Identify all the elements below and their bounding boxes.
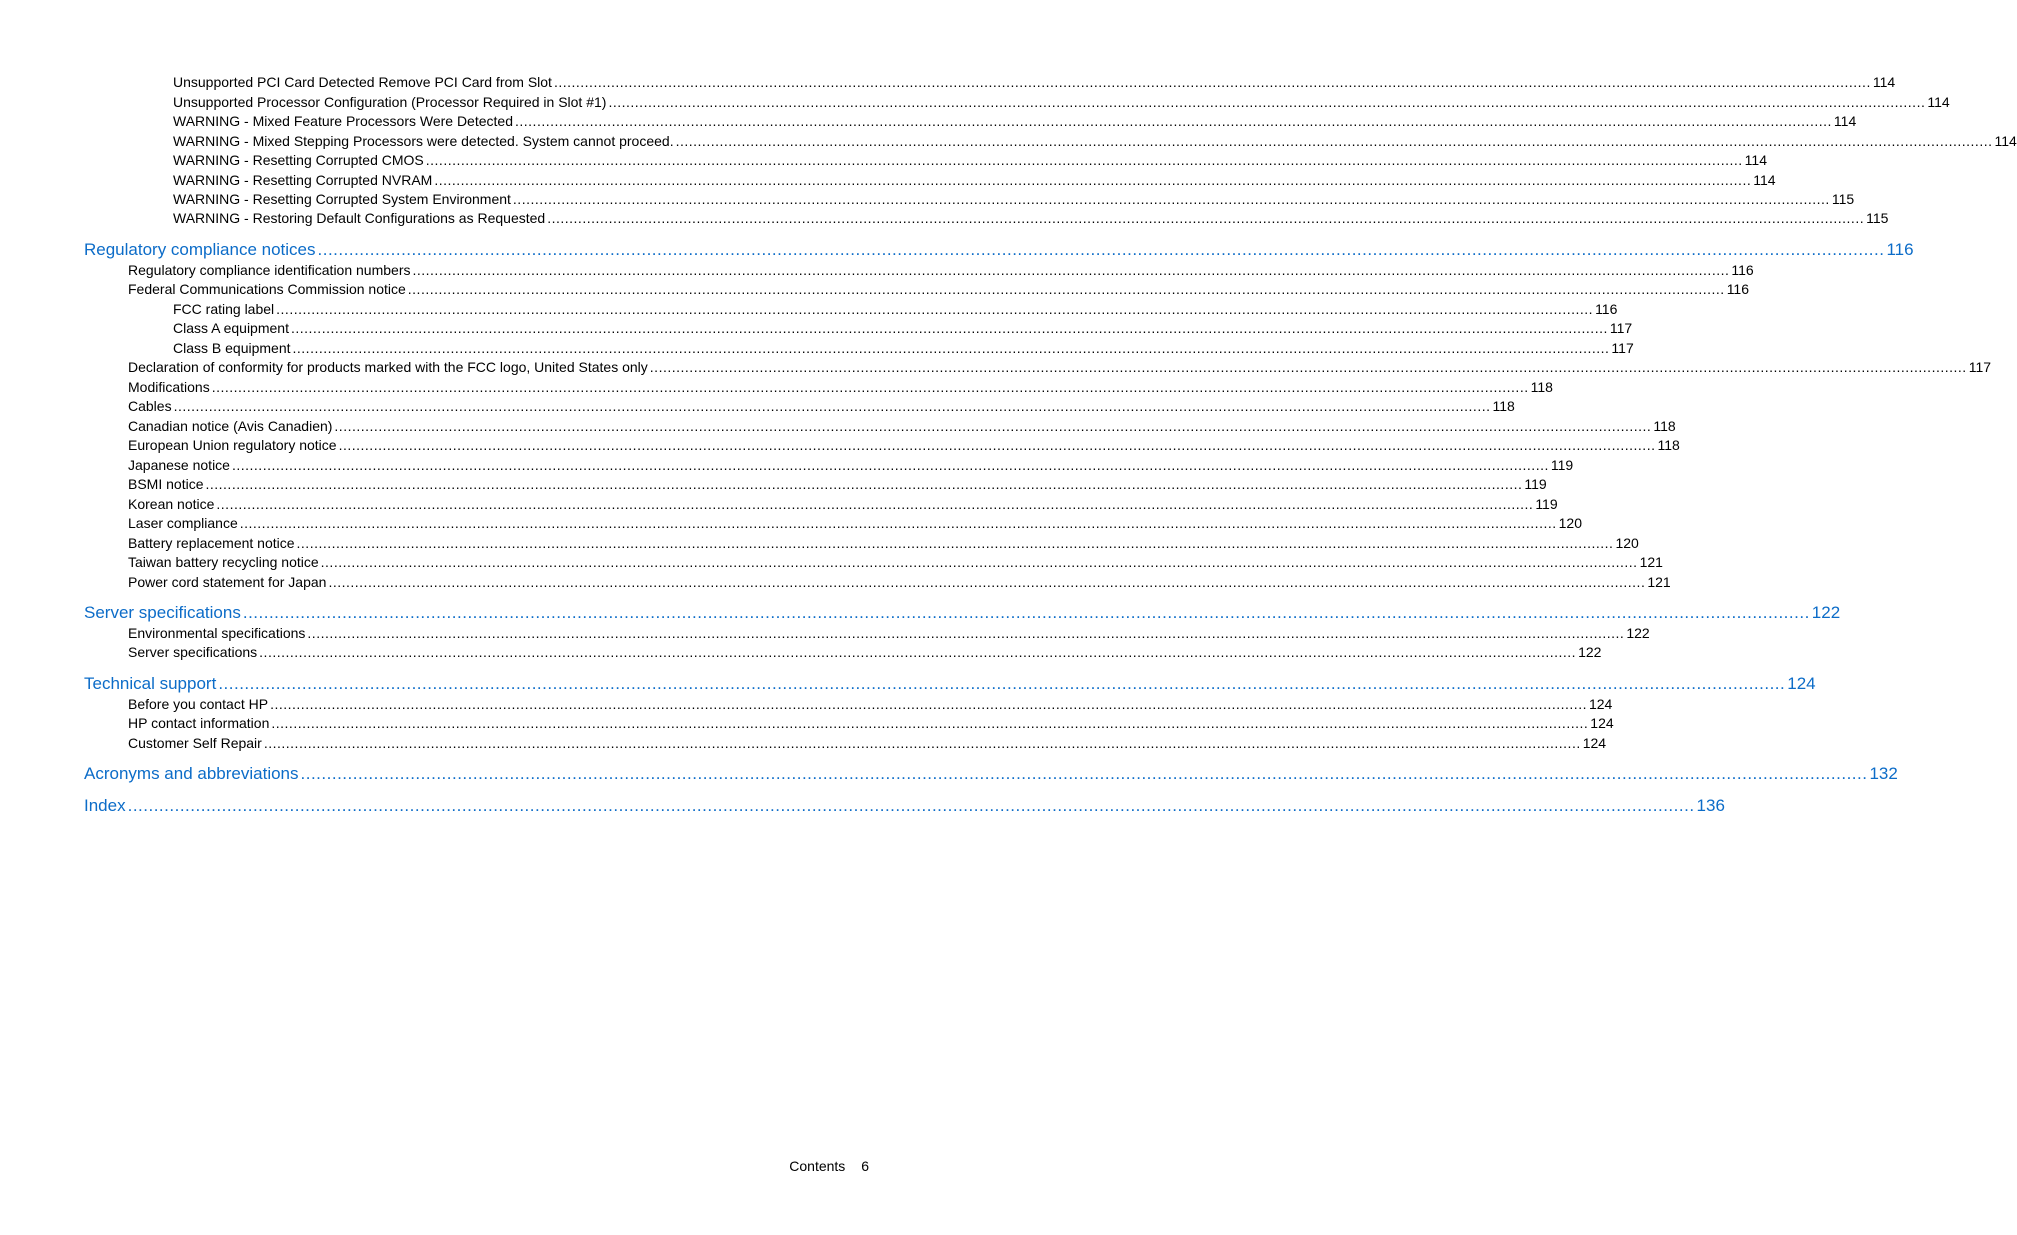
toc-entry[interactable] (128, 535, 1639, 551)
toc-entry-title: Regulatory compliance identification numbers (128, 262, 411, 278)
toc-entry-page-number: 114 (1872, 74, 1896, 90)
toc-entry-title: Taiwan battery recycling notice (128, 554, 319, 570)
toc-dot-leader: ............................................................................................................................................................................................................................................................................................................ (675, 133, 1993, 149)
toc-dot-leader: ............................................................................................................................................................................................................................................................................................................ (218, 674, 1786, 693)
toc-entry[interactable] (84, 603, 1841, 623)
toc-entry-title: WARNING - Resetting Corrupted System Environment (173, 191, 511, 207)
toc-dot-leader: ............................................................................................................................................................................................................................................................................................................ (320, 554, 1638, 570)
toc-entry-page-number: 122 (1626, 625, 1650, 641)
toc-entry-page-number: 118 (1492, 398, 1515, 414)
toc-entry-page-number: 124 (1588, 696, 1613, 712)
toc-entry-title: WARNING - Mixed Feature Processors Were Detected (173, 113, 513, 129)
toc-entry-title: Laser compliance (128, 515, 238, 531)
toc-entry-title: Japanese notice (128, 457, 230, 473)
toc-entry-title: Index (84, 796, 126, 815)
toc-entry[interactable] (128, 281, 1750, 297)
toc-entry-page-number: 114 (1833, 113, 1857, 129)
toc-entry[interactable] (128, 625, 1650, 641)
toc-entry[interactable] (173, 172, 1776, 188)
toc-dot-leader: ............................................................................................................................................................................................................................................................................................................ (271, 715, 1589, 731)
toc-entry-page-number: 124 (1590, 715, 1614, 731)
toc-entry-title: Cables (128, 398, 172, 414)
toc-entry-page-number: 132 (1869, 764, 1898, 783)
toc-entry[interactable] (173, 113, 1857, 129)
toc-dot-leader: ............................................................................................................................................................................................................................................................................................................ (512, 191, 1830, 207)
toc-entry[interactable] (84, 240, 1914, 260)
toc-entry[interactable] (173, 74, 1896, 90)
toc-entry-page-number: 114 (1753, 172, 1776, 188)
toc-entry[interactable] (128, 457, 1574, 473)
toc-entry-title: Declaration of conformity for products marked with the FCC logo, United States only (128, 359, 648, 375)
toc-dot-leader: ............................................................................................................................................................................................................................................................................................................ (338, 437, 1656, 453)
toc-dot-leader: ............................................................................................................................................................................................................................................................................................................ (259, 644, 1577, 660)
toc-entry[interactable] (128, 496, 1558, 512)
toc-entry-title: Environmental specifications (128, 625, 306, 641)
toc-dot-leader: ............................................................................................................................................................................................................................................................................................................ (239, 515, 1557, 531)
toc-dot-leader: ............................................................................................................................................................................................................................................................................................................ (263, 735, 1581, 751)
toc-dot-leader: ............................................................................................................................................................................................................................................................................................................ (547, 210, 1865, 226)
toc-entry-page-number: 116 (1731, 262, 1754, 278)
toc-dot-leader: ............................................................................................................................................................................................................................................................................................................ (300, 764, 1868, 783)
toc-entry-page-number: 114 (1927, 94, 1950, 110)
toc-entry[interactable] (128, 696, 1613, 712)
toc-dot-leader: ............................................................................................................................................................................................................................................................................................................ (407, 281, 1725, 297)
toc-entry[interactable] (128, 398, 1515, 414)
toc-entry-page-number: 116 (1726, 281, 1750, 297)
toc-entry-title: Federal Communications Commission notice (128, 281, 406, 297)
toc-entry-title: WARNING - Resetting Corrupted CMOS (173, 152, 424, 168)
toc-entry-title: Server specifications (128, 644, 258, 660)
toc-entry-page-number: 120 (1615, 535, 1639, 551)
toc-entry[interactable] (128, 735, 1607, 751)
toc-dot-leader: ............................................................................................................................................................................................................................................................................................................ (296, 535, 1614, 551)
toc-entry-page-number: 121 (1647, 574, 1671, 590)
toc-dot-leader: ............................................................................................................................................................................................................................................................................................................ (317, 240, 1885, 259)
toc-entry-title: Customer Self Repair (128, 735, 262, 751)
toc-dot-leader: ............................................................................................................................................................................................................................................................................................................ (307, 625, 1625, 641)
toc-dot-leader: ............................................................................................................................................................................................................................................................................................................ (211, 379, 1529, 395)
toc-entry-page-number: 117 (1968, 359, 1992, 375)
toc-entry-page-number: 118 (1530, 379, 1553, 395)
toc-entry[interactable] (128, 262, 1754, 278)
toc-entry[interactable] (128, 359, 1992, 375)
toc-entry[interactable] (128, 379, 1553, 395)
toc-entry-title: WARNING - Restoring Default Configurations as Requested (173, 210, 546, 226)
toc-entry[interactable] (173, 340, 1634, 356)
toc-dot-leader: ............................................................................................................................................................................................................................................................................................................ (242, 603, 1810, 622)
toc-entry-title: Acronyms and abbreviations (84, 764, 299, 783)
toc-entry-page-number: 117 (1611, 340, 1634, 356)
toc-entry-page-number: 121 (1639, 554, 1663, 570)
toc-entry-title: Canadian notice (Avis Canadien) (128, 418, 333, 434)
toc-entry[interactable] (173, 320, 1633, 336)
toc-entry-page-number: 124 (1582, 735, 1607, 751)
toc-dot-leader: ............................................................................................................................................................................................................................................................................................................ (276, 301, 1594, 317)
toc-entry-page-number: 115 (1831, 191, 1855, 207)
toc-entry[interactable] (173, 210, 1889, 226)
toc-entry[interactable] (128, 554, 1663, 570)
toc-entry-title: HP contact information (128, 715, 270, 731)
toc-entry-title: Before you contact HP (128, 696, 269, 712)
toc-entry-page-number: 122 (1578, 644, 1602, 660)
toc-entry-title: Class B equipment (173, 340, 291, 356)
toc-dot-leader: ............................................................................................................................................................................................................................................................................................................ (434, 172, 1752, 188)
footer-page-number: 6 (861, 1158, 869, 1174)
toc-entry[interactable] (84, 796, 1725, 816)
toc-entry-title: FCC rating label (173, 301, 275, 317)
toc-entry[interactable] (128, 515, 1582, 531)
toc-entry-page-number: 122 (1811, 603, 1841, 622)
toc-dot-leader: ............................................................................................................................................................................................................................................................................................................ (216, 496, 1534, 512)
toc-entry-title: European Union regulatory notice (128, 437, 337, 453)
toc-entry[interactable] (128, 476, 1547, 492)
toc-dot-leader: ............................................................................................................................................................................................................................................................................................................ (231, 457, 1549, 473)
toc-entry-page-number: 119 (1535, 496, 1558, 512)
toc-dot-leader: ............................................................................................................................................................................................................................................................................................................ (425, 152, 1743, 168)
toc-entry[interactable] (173, 133, 2017, 149)
toc-dot-leader: ............................................................................................................................................................................................................................................................................................................ (553, 74, 1871, 90)
toc-entry[interactable] (173, 301, 1618, 317)
toc-entry-title: Power cord statement for Japan (128, 574, 327, 590)
toc-entry-page-number: 114 (1744, 152, 1767, 168)
toc-dot-leader: ............................................................................................................................................................................................................................................................................................................ (290, 320, 1608, 336)
toc-entry-page-number: 119 (1524, 476, 1547, 492)
toc-entry-page-number: 116 (1595, 301, 1618, 317)
toc-entry-title: Unsupported Processor Configuration (Processor Required in Slot #1) (173, 94, 607, 110)
toc-entry-page-number: 116 (1886, 240, 1914, 259)
toc-dot-leader: ............................................................................................................................................................................................................................................................................................................ (412, 262, 1730, 278)
toc-entry-page-number: 136 (1696, 796, 1725, 815)
toc-entry-title: Class A equipment (173, 320, 289, 336)
toc-entry-title: Battery replacement notice (128, 535, 295, 551)
toc-entry-title: WARNING - Mixed Stepping Processors were detected. System cannot proceed. (173, 133, 674, 149)
toc-dot-leader: ............................................................................................................................................................................................................................................................................................................ (515, 113, 1832, 129)
toc-entry[interactable] (173, 191, 1855, 207)
toc-dot-leader: ............................................................................................................................................................................................................................................................................................................ (292, 340, 1610, 356)
toc-entry[interactable] (128, 715, 1614, 731)
toc-dot-leader: ............................................................................................................................................................................................................................................................................................................ (270, 696, 1587, 712)
toc-dot-leader: ............................................................................................................................................................................................................................................................................................................ (608, 94, 1926, 110)
toc-entry-page-number: 119 (1550, 457, 1574, 473)
toc-entry[interactable] (128, 437, 1680, 453)
toc-dot-leader: ............................................................................................................................................................................................................................................................................................................ (328, 574, 1646, 590)
toc-entry[interactable] (84, 764, 1898, 784)
toc-entry[interactable] (128, 574, 1671, 590)
toc-entry-title: Modifications (128, 379, 210, 395)
toc-dot-leader: ............................................................................................................................................................................................................................................................................................................ (649, 359, 1967, 375)
toc-entry-page-number: 118 (1653, 418, 1676, 434)
toc-entry[interactable] (173, 94, 1950, 110)
toc-entry-title: Server specifications (84, 603, 241, 622)
toc-entry[interactable] (173, 152, 1767, 168)
toc-dot-leader: ............................................................................................................................................................................................................................................................................................................ (205, 476, 1523, 492)
page-footer (789, 1158, 869, 1174)
toc-entry-title: Technical support (84, 674, 217, 693)
toc-entry-title: WARNING - Resetting Corrupted NVRAM (173, 172, 433, 188)
toc-entry-page-number: 120 (1558, 515, 1582, 531)
toc-entry[interactable] (128, 644, 1602, 660)
toc-entry-page-number: 117 (1609, 320, 1633, 336)
toc-entry-title: Korean notice (128, 496, 215, 512)
toc-entry-title: Regulatory compliance notices (84, 240, 316, 259)
toc-dot-leader: ............................................................................................................................................................................................................................................................................................................ (127, 796, 1695, 815)
toc-entry-page-number: 114 (1994, 133, 2017, 149)
toc-entry-title: Unsupported PCI Card Detected Remove PCI Card from Slot (173, 74, 552, 90)
toc-dot-leader: ............................................................................................................................................................................................................................................................................................................ (334, 418, 1652, 434)
footer-section-label: Contents (789, 1158, 846, 1174)
toc-entry[interactable] (84, 674, 1816, 694)
toc-dot-leader: ............................................................................................................................................................................................................................................................................................................ (173, 398, 1491, 414)
toc-entry-title: BSMI notice (128, 476, 204, 492)
toc-entry-page-number: 118 (1657, 437, 1680, 453)
toc-entry[interactable] (128, 418, 1676, 434)
toc-entry-page-number: 124 (1787, 674, 1816, 693)
toc-entry-page-number: 115 (1866, 210, 1889, 226)
